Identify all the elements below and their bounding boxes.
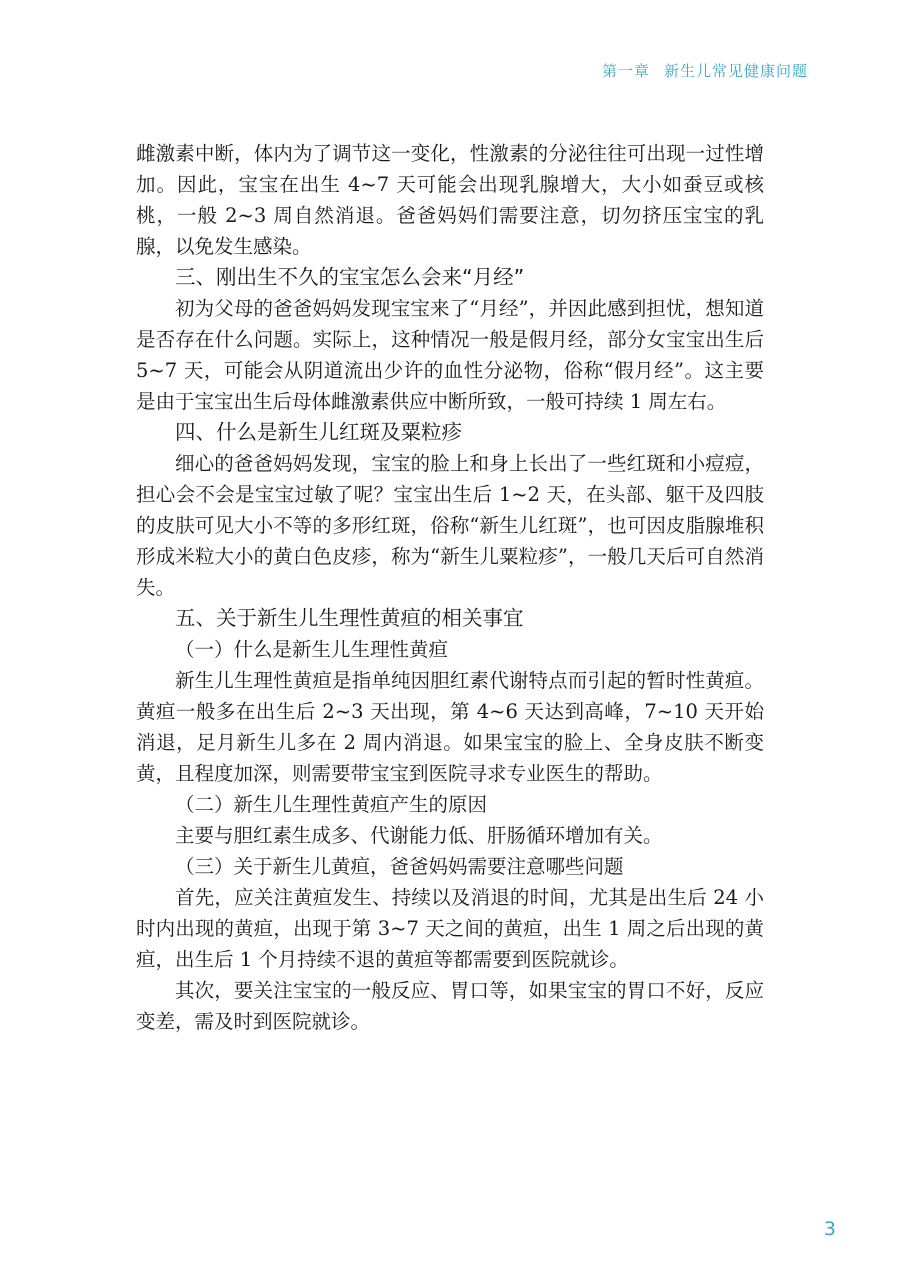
intro-paragraph: 雌激素中断，体内为了调节这一变化，性激素的分泌往往可出现一过性增加。因此，宝宝在出生 4~7 天可能会出现乳腺增大，大小如蚕豆或核桃，一般 2~3 周自然消退。爸爸妈妈们需要注意，切勿挤压宝宝的乳腺，以免发生感染。 bbox=[136, 142, 764, 258]
subsection-heading-1: （一）什么是新生儿生理性黄疸 bbox=[175, 638, 449, 661]
subsection-3-paragraph-2: 其次，要关注宝宝的一般反应、胃口等，如果宝宝的胃口不好，反应变差，需及时到医院就诊。 bbox=[136, 979, 764, 1033]
subsection-3-paragraph-1: 首先，应关注黄疸发生、持续以及消退的时间，尤其是出生后 24 小时内出现的黄疸，出现于第 3~7 天之间的黄疸，出生 1 周之后出现的黄疸，出生后 1 个月持续不退的黄疸等都需要到医院就诊。 bbox=[136, 886, 764, 971]
section-3-paragraph: 初为父母的爸爸妈妈发现宝宝来了“月经”，并因此感到担忧，想知道是否存在什么问题。实际上，这种情况一般是假月经，部分女宝宝出生后 5~7 天，可能会从阴道流出少许的血性分泌物，俗称“假月经”。这主要是由于宝宝出生后母体雌激素供应中断所致，一般可持续 1 周左右。 bbox=[136, 297, 764, 413]
page-number: 3 bbox=[823, 1218, 836, 1240]
subsection-heading-3: （三）关于新生儿黄疸，爸爸妈妈需要注意哪些问题 bbox=[175, 855, 624, 878]
section-heading-5: 五、关于新生儿生理性黄疸的相关事宜 bbox=[175, 606, 524, 630]
chapter-number: 第一章 bbox=[601, 62, 650, 80]
subsection-2-paragraph: 主要与胆红素生成多、代谢能力低、肝肠循环增加有关。 bbox=[175, 824, 663, 847]
subsection-heading-2: （二）新生儿生理性黄疸产生的原因 bbox=[175, 793, 488, 816]
section-heading-3: 三、刚出生不久的宝宝怎么会来“月经” bbox=[175, 265, 525, 289]
running-head bbox=[602, 60, 808, 81]
subsection-1-paragraph: 新生儿生理性黄疸是指单纯因胆红素代谢特点而引起的暂时性黄疸。黄疸一般多在出生后 2~3 天出现，第 4~6 天达到高峰，7~10 天开始消退，足月新生儿多在 2 周内消退。如果宝宝的脸上、全身皮肤不断变黄，且程度加深，则需要带宝宝到医院寻求专业医生的帮助。 bbox=[136, 669, 764, 785]
chapter-title: 新生儿常见健康问题 bbox=[663, 62, 808, 80]
section-4-paragraph: 细心的爸爸妈妈发现，宝宝的脸上和身上长出了一些红斑和小痘痘，担心会不会是宝宝过敏了呢？宝宝出生后 1~2 天，在头部、躯干及四肢的皮肤可见大小不等的多形红斑，俗称“新生儿红斑”，也可因皮脂腺堆积形成米粒大小的黄白色皮疹，称为“新生儿粟粒疹”，一般几天后可自然消失。 bbox=[136, 452, 764, 599]
page-content bbox=[136, 138, 764, 1037]
section-heading-4: 四、什么是新生儿红斑及粟粒疹 bbox=[175, 420, 462, 444]
